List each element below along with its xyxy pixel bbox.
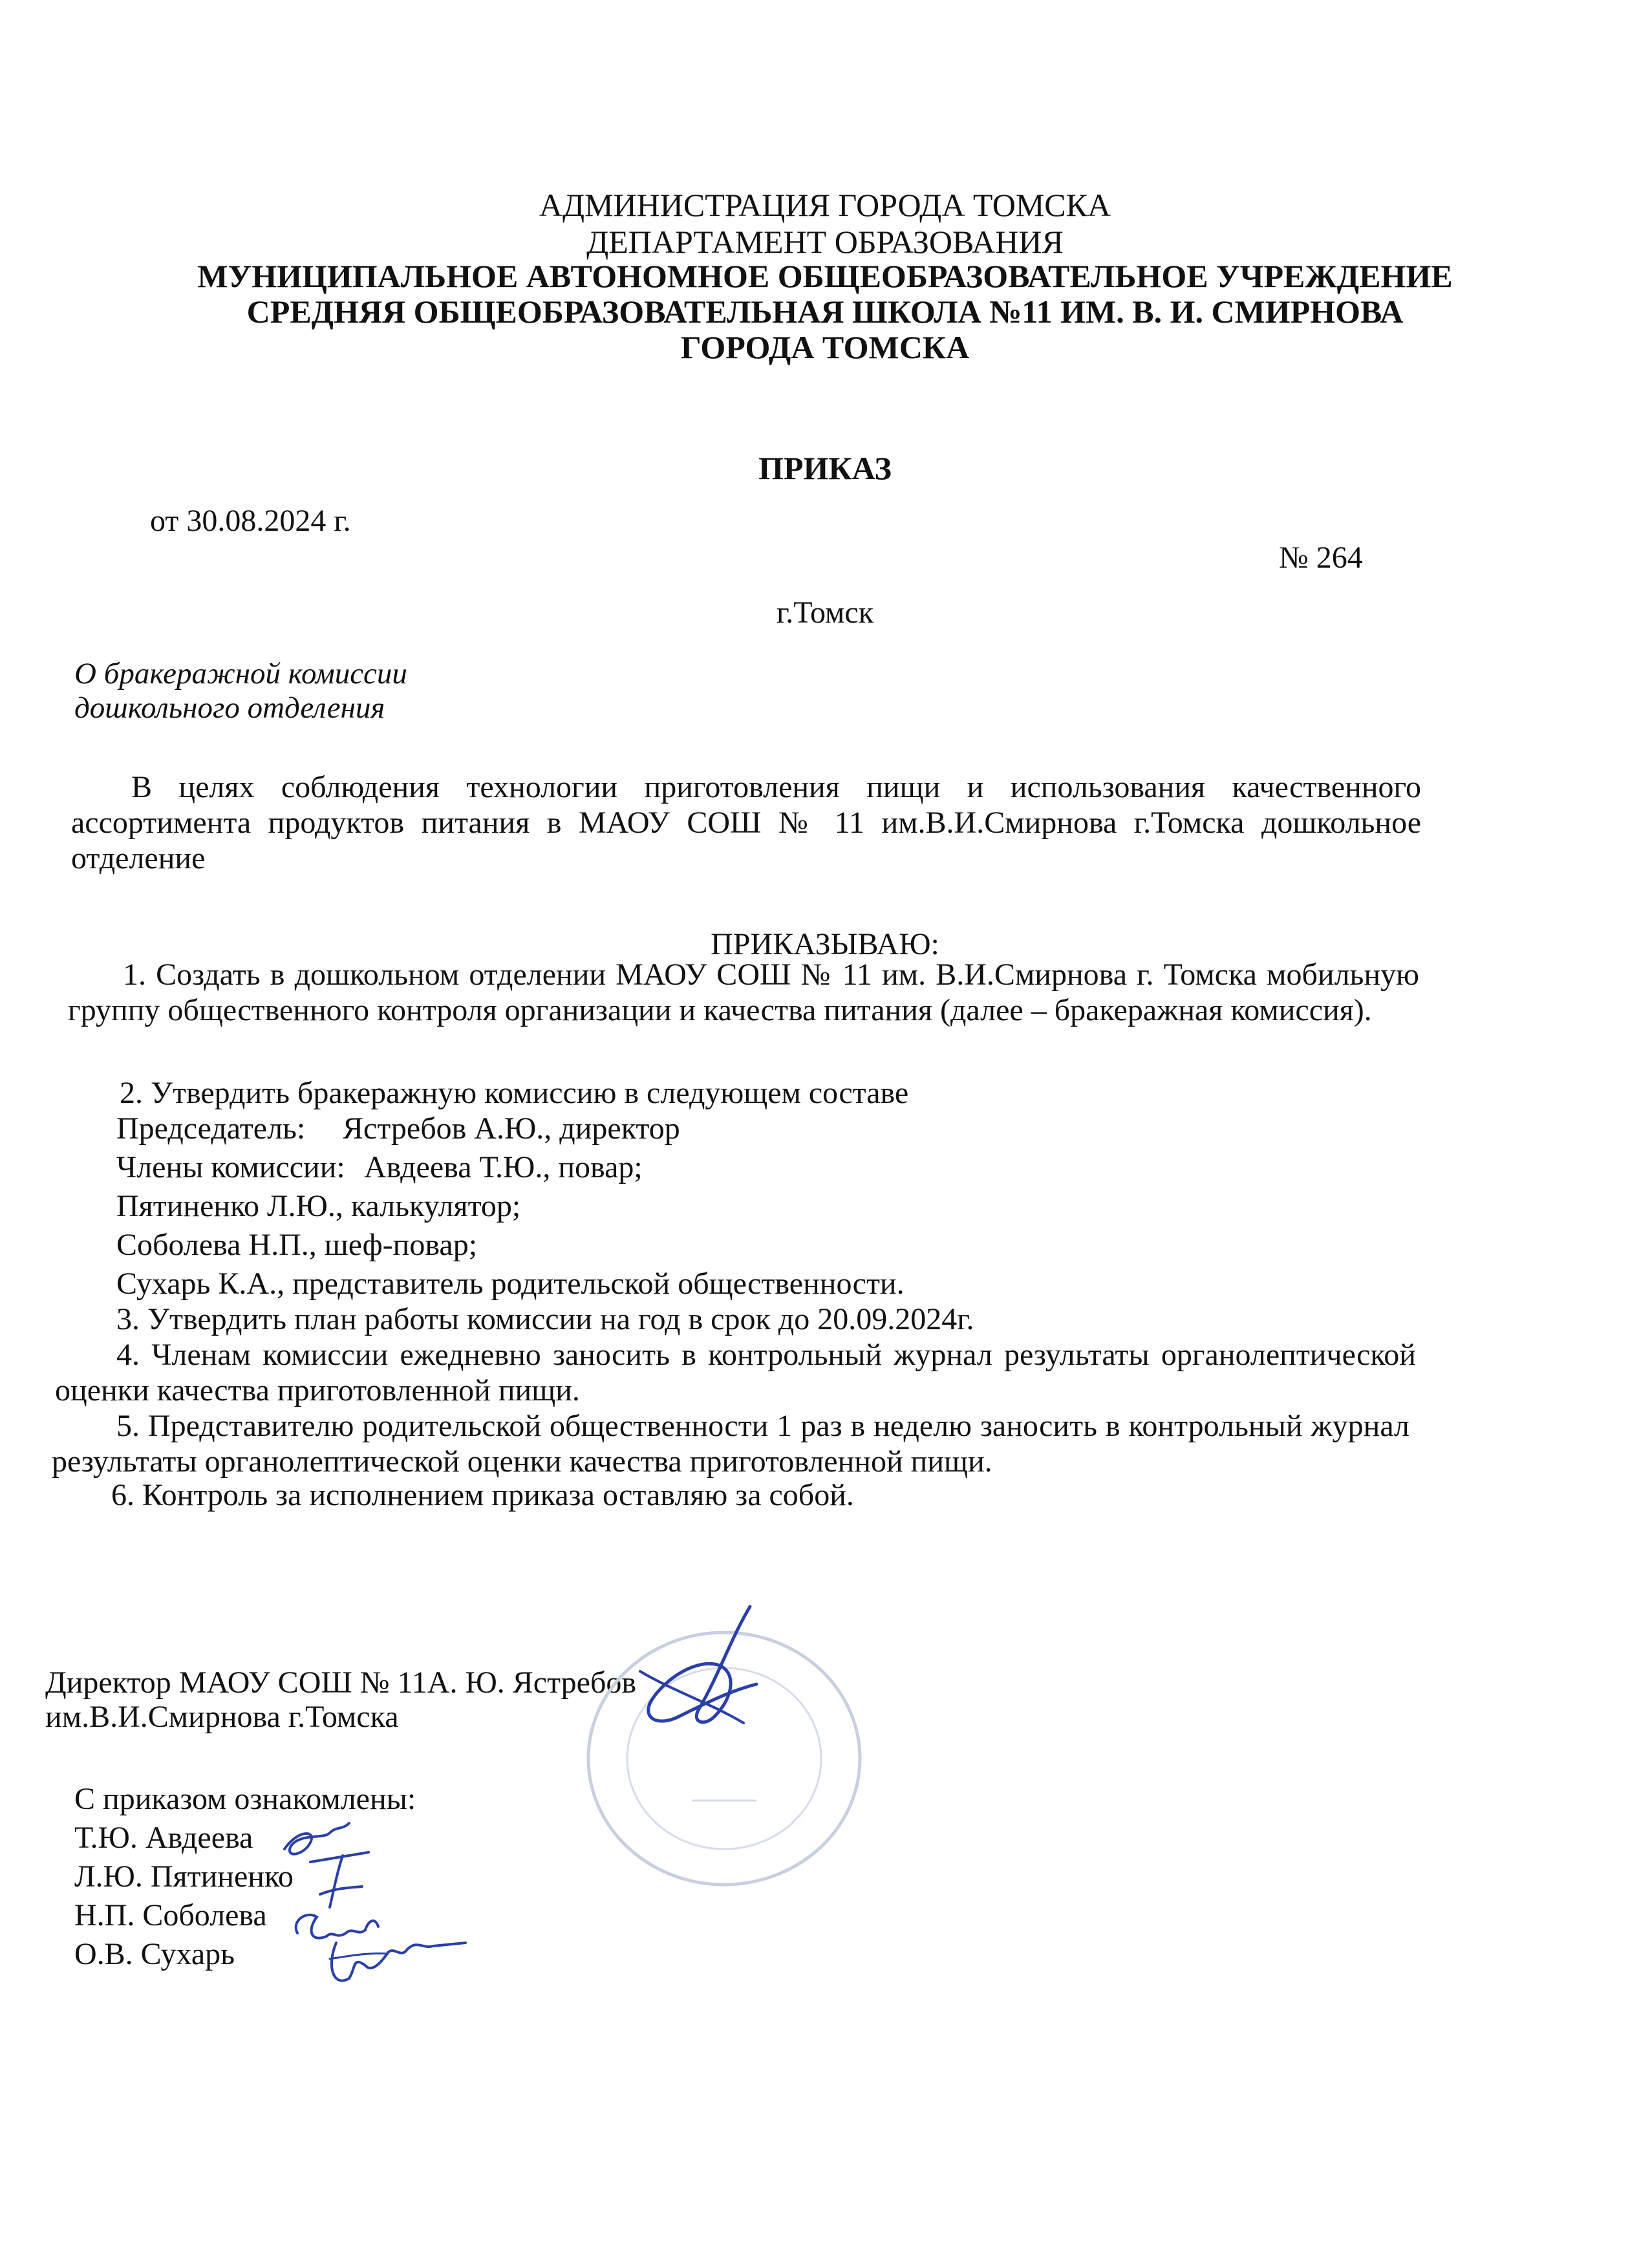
order-item-5: 5. Представителю родительской общественности 1 раз в неделю заносить в контрольный журнал результаты органолептической оценки качества приготовленной пищи. bbox=[52, 1409, 1409, 1479]
member-3: Соболева Н.П., шеф-повар; bbox=[116, 1228, 478, 1262]
acknowledged-heading: С приказом ознакомлены: bbox=[74, 1782, 416, 1816]
order-item-4: 4. Членам комиссии ежедневно заносить в контрольный журнал результаты органолептической оценки качества приготовленной пищи. bbox=[55, 1338, 1416, 1408]
acknowledged-name-2: Л.Ю. Пятиненко bbox=[74, 1859, 294, 1894]
order-item-6: 6. Контроль за исполнением приказа оставляю за собой. bbox=[111, 1478, 854, 1512]
preamble-paragraph: В целях соблюдения технологии приготовления пищи и использования качественного ассортимента продуктов питания в МАОУ СОШ № 11 им.В.И.Смирнова г.Томска дошкольное отделение bbox=[71, 770, 1421, 876]
member-1: Авдеева Т.Ю., повар; bbox=[364, 1150, 643, 1184]
chair-value: Ястребов А.Ю., директор bbox=[343, 1111, 680, 1146]
acknowledged-name-1: Т.Ю. Авдеева bbox=[74, 1821, 253, 1855]
order-date: от 30.08.2024 г. bbox=[150, 504, 351, 538]
acknowledged-name-3: Н.П. Соболева bbox=[74, 1898, 267, 1932]
acknowledgement-signatures bbox=[272, 1804, 504, 2011]
header-city: ГОРОДА ТОМСКА bbox=[680, 329, 970, 365]
order-item-1: 1. Создать в дошкольном отделении МАОУ СОШ № 11 им. В.И.Смирнова г. Томска мобильную группу общественного контроля организации и качества питания (далее – бракеражная комиссия). bbox=[68, 957, 1419, 1028]
order-city: г.Томск bbox=[776, 595, 874, 630]
subject-line-1: О бракеражной комиссии bbox=[74, 657, 407, 690]
director-signature bbox=[621, 1594, 789, 1762]
header-institution: МУНИЦИПАЛЬНОЕ АВТОНОМНОЕ ОБЩЕОБРАЗОВАТЕЛЬНОЕ УЧРЕЖДЕНИЕ bbox=[197, 258, 1453, 294]
directive-heading: ПРИКАЗЫВАЮ: bbox=[711, 927, 939, 961]
members-label: Члены комиссии: bbox=[116, 1150, 345, 1184]
subject-line-2: дошкольного отделения bbox=[74, 691, 385, 725]
order-item-2: 2. Утвердить бракеражную комиссию в следующем составе bbox=[120, 1076, 909, 1110]
order-item-3: 3. Утвердить план работы комиссии на год в срок до 20.09.2024г. bbox=[116, 1302, 974, 1336]
member-4: Сухарь К.А., представитель родительской общественности. bbox=[116, 1267, 905, 1301]
header-school-name: СРЕДНЯЯ ОБЩЕОБРАЗОВАТЕЛЬНАЯ ШКОЛА №11 ИМ. В. И. СМИРНОВА bbox=[246, 294, 1404, 330]
director-school-line: им.В.И.Смирнова г.Томска bbox=[45, 1700, 399, 1734]
acknowledged-name-4: О.В. Сухарь bbox=[74, 1937, 235, 1971]
header-administration: АДМИНИСТРАЦИЯ ГОРОДА ТОМСКА bbox=[539, 187, 1111, 223]
chair-label: Председатель: bbox=[116, 1111, 306, 1146]
director-signature-line: Директор МАОУ СОШ № 11А. Ю. Ястребов bbox=[45, 1665, 637, 1700]
order-number: № 264 bbox=[1279, 540, 1363, 575]
member-2: Пятиненко Л.Ю., калькулятор; bbox=[116, 1189, 521, 1223]
order-title: ПРИКАЗ bbox=[758, 450, 892, 486]
header-department: ДЕПАРТАМЕНТ ОБРАЗОВАНИЯ bbox=[586, 224, 1064, 260]
